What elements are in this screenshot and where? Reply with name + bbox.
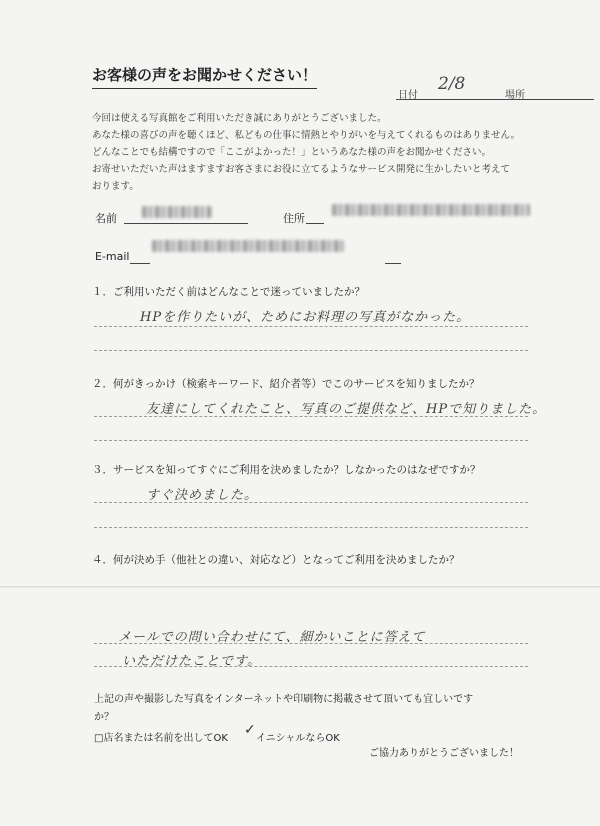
answer-4-line-2: いただけたことです。 (122, 654, 261, 669)
date-label: 日付 (398, 90, 418, 101)
page-title: お客様の声をお聞かせください！ (92, 64, 317, 89)
answer-1-rule-2 (94, 350, 528, 351)
paper-fold (0, 586, 600, 588)
place-label: 場所 (505, 90, 525, 101)
question-4: ４．何が決め手（他社との違い、対応など）となってご利用を決めましたか？ (92, 554, 460, 566)
email-underline-lead (130, 263, 150, 264)
answer-1-rule-1 (94, 326, 528, 327)
answer-2-rule-1 (94, 416, 528, 417)
answer-4-line-1: メールでの問い合わせにて、細かいことに答えて (118, 630, 426, 645)
answer-1-line-1: HPを作りたいが、ためにお料理の写真がなかった。 (140, 310, 471, 325)
email-underline-tail (385, 263, 401, 264)
consent-option-initials[interactable]: イニシャルならOK (256, 733, 340, 744)
name-underline (124, 223, 248, 224)
answer-3-line-1: すぐ決めました。 (146, 488, 259, 503)
answer-2-line-1: 友達にしてくれたこと、写真のご提供など、HPで知りました。 (146, 402, 547, 417)
question-2: ２．何がきっかけ（検索キーワード、紹介者等）でこのサービスを知りましたか？ (92, 378, 480, 390)
date-value: 2/8 (438, 74, 466, 94)
redacted-email (152, 240, 344, 252)
consent-option-name[interactable]: □店名または名前を出してOK (94, 733, 228, 744)
check-mark-icon: ✓ (244, 722, 256, 738)
answer-4-rule-2 (94, 666, 528, 667)
intro-line-1: 今回は使える写真館をご利用いただき誠にありがとうございました。 (92, 113, 387, 124)
question-1: １．ご利用いただく前はどんなことで迷っていましたか？ (92, 286, 365, 298)
consent-question-line-1: 上記の声や撮影した写真をインターネットや印刷物に掲載させて頂いても宜しいです (94, 694, 474, 705)
question-3: ３．サービスを知ってすぐにご利用を決めましたか？しなかったのはなぜですか？ (92, 464, 481, 476)
address-label: 住所 (283, 212, 305, 225)
intro-line-5: おります。 (92, 181, 139, 192)
date-place-underline (396, 99, 594, 100)
thank-you-text: ご協力ありがとうございました！ (369, 748, 519, 759)
intro-line-2: あなた様の喜びの声を聴くほど、私どもの仕事に情熱とやりがいを与えてくれるものはありません。 (92, 130, 521, 141)
answer-3-rule-2 (94, 527, 528, 528)
consent-question-line-2: か？ (94, 712, 114, 723)
redacted-address (332, 204, 530, 216)
address-underline-lead (306, 223, 324, 224)
answer-4-rule-1 (94, 643, 528, 644)
answer-3-rule-1 (94, 502, 528, 503)
answer-2-rule-2 (94, 440, 528, 441)
name-label: 名前 (95, 212, 117, 225)
redacted-name (142, 206, 212, 218)
intro-line-4: お寄せいただいた声はますますお客さまにお役に立てるようなサービス開発に生かしたいと考えて (92, 164, 511, 175)
intro-line-3: どんなことでも結構ですので「ここがよかった！」というあなた様の声をお聞かせください。 (92, 147, 492, 158)
email-label: E-mail (95, 250, 130, 263)
